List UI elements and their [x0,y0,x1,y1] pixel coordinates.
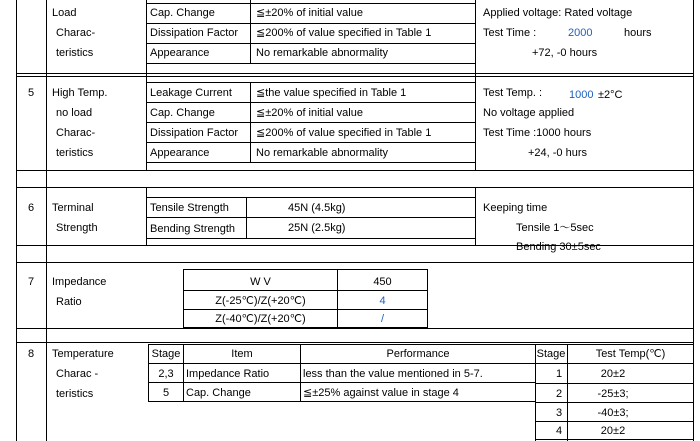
test-name: Leakage Current [150,87,232,99]
temp-stage: 4 [556,425,563,437]
temp-value: -40±3; [597,407,629,419]
item-cell: Cap. Change [186,387,251,399]
test-row-line [146,23,475,24]
impedance-header-label: W V [250,276,271,288]
item-label: Temperature [52,348,114,360]
impedance-header-value: 450 [373,276,392,288]
header-stage: Stage [151,348,181,360]
row-separator [16,328,694,329]
row-number: 8 [28,348,35,360]
col-cond-divider [475,0,476,170]
condition-tolerance: ±2°C [598,89,623,101]
row-number: 7 [28,276,35,288]
temp-value: -25±3; [597,388,629,400]
test-name: Bending Strength [150,223,236,235]
test-spec: ≦200% of value specified in Table 1 [256,27,432,39]
header-performance: Performance [386,348,450,360]
condition-text: Keeping time [483,202,548,214]
col-item-divider [146,0,147,170]
row-separator [16,76,694,77]
condition-text: +24, -0 hurs [528,147,588,159]
test-spec: ≦the value specified in Table 1 [256,87,407,99]
test-spec: No remarkable abnormality [256,147,389,159]
temp-stage: 2 [556,388,563,400]
condition-text: Tensile 1～5sec [516,222,594,234]
test-row-line [146,63,475,64]
temp-stage: 1 [556,368,563,380]
row-separator [16,73,694,74]
test-spec: 45N (4.5kg) [288,202,346,214]
item-label: Strength [56,222,98,234]
col-cond-divider [475,187,476,245]
impedance-row-value: 4 [379,295,386,307]
item-cell: Impedance Ratio [186,368,270,380]
row-separator [16,262,694,263]
stage-cell: 2,3 [158,368,174,380]
item-label: Terminal [52,202,94,214]
impedance-row-value: / [380,313,385,325]
col-item-divider [146,187,147,245]
temp-stage: 3 [556,407,563,419]
test-spec: No remarkable abnormality [256,47,389,59]
test-name: Appearance [150,47,210,59]
condition-text: No voltage applied [483,107,575,119]
test-name: Dissipation Factor [150,27,239,39]
condition-value: 1000 [569,89,594,101]
test-row-line [146,142,475,143]
test-row-line [146,82,475,83]
table-right-border [693,0,694,441]
test-spec: ≦±20% of initial value [256,7,363,19]
condition-text: +72, -0 hours [532,47,598,59]
item-label: Charac- [56,27,96,39]
test-row-line [146,162,475,163]
temp-value: 20±2 [600,425,626,437]
test-spec: 25N (2.5kg) [288,222,346,234]
performance-cell: ≦±25% against value in stage 4 [303,387,459,399]
item-label: Charac - [56,368,99,380]
table-left-border [16,0,17,441]
impedance-row-label: Z(-40℃)/Z(+20℃) [215,313,306,325]
header-stage2: Stage [536,348,566,360]
item-label: no load [56,107,93,119]
condition-text: Test Temp. : [483,87,543,99]
test-row-line [146,238,475,239]
item-label: teristics [56,388,94,400]
temp-value: 20±2 [600,368,626,380]
condition-text: Test Time :1000 hours [483,127,592,139]
test-name: Cap. Change [150,107,215,119]
item-label: Load [52,7,77,19]
row-number: 5 [28,87,35,99]
col-num-divider [46,0,47,441]
condition-text: Bending 30±5sec [516,241,601,253]
test-name: Tensile Strength [150,202,229,214]
header-item: Item [231,348,253,360]
item-label: Charac- [56,127,96,139]
test-row-line [146,122,475,123]
item-label: teristics [56,147,94,159]
test-col-divider [250,0,251,64]
test-name: Cap. Change [150,7,215,19]
condition-text: Test Time : [483,27,537,39]
row-number: 6 [28,202,35,214]
test-name: Dissipation Factor [150,127,239,139]
test-row-line [146,102,475,103]
item-label: High Temp. [52,87,108,99]
row-separator [16,342,694,343]
test-row-line [146,43,475,44]
condition-value: 2000 [568,27,593,39]
header-temp: Test Temp(℃) [595,348,666,360]
item-label: teristics [56,47,94,59]
performance-cell: less than the value mentioned in 5-7. [303,368,483,380]
test-row-line [146,3,475,4]
test-name: Appearance [150,147,210,159]
test-spec: ≦±20% of initial value [256,107,363,119]
row-separator [16,187,694,188]
condition-unit: hours [624,27,652,39]
item-label: Impedance [52,276,107,288]
test-row-line [146,217,475,218]
test-row-line [146,197,475,198]
test-col-divider [246,197,247,239]
item-label: Ratio [56,296,82,308]
row-separator [16,170,694,171]
stage-cell: 5 [162,387,170,399]
impedance-row-label: Z(-25℃)/Z(+20℃) [215,295,306,307]
condition-text: Applied voltage: Rated voltage [483,7,633,19]
test-spec: ≦200% of value specified in Table 1 [256,127,432,139]
